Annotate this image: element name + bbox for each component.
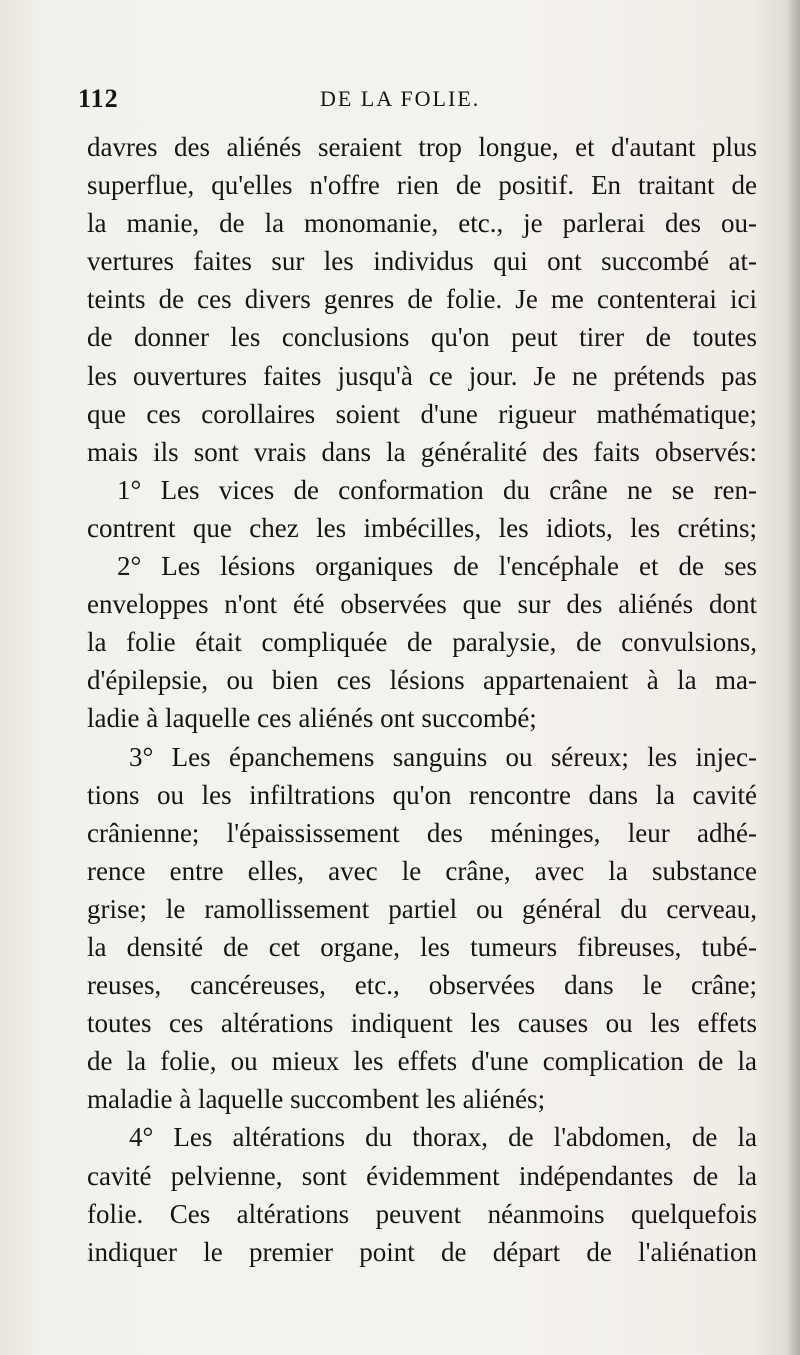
running-title: DE LA FOLIE. [320,86,481,111]
text-line: les ouvertures faites jusqu'à ce jour. Je ne prétends pas [87,360,757,391]
text-line: folie. Ces altérations peuvent néanmoins quelquefois [87,1198,757,1229]
text-line: teints de ces divers genres de folie. Je me contenterai ici [87,284,757,315]
text-line: crânienne; l'épaississement des méninges, leur adhé- [87,817,757,848]
text-line: tions ou les infiltrations qu'on rencontre dans la cavité [87,779,757,810]
page-edge-shadow [786,0,800,1355]
text-line: 1° Les vices de conformation du crâne ne se ren- [117,474,757,505]
text-line: de la folie, ou mieux les effets d'une complication de la [87,1046,757,1077]
text-line: cavité pelvienne, sont évidemment indépendantes de la [87,1160,757,1191]
text-line: ladie à laquelle ces aliénés ont succombé; [87,703,537,734]
text-line: contrent que chez les imbécilles, les idiots, les crétins; [87,512,757,543]
text-line: la manie, de la monomanie, etc., je parlerai des ou- [87,208,757,239]
text-line: grise; le ramollissement partiel ou général du cerveau, [87,893,757,924]
text-line: d'épilepsie, ou bien ces lésions appartenaient à la ma- [87,665,757,696]
text-line: indiquer le premier point de départ de l'aliénation [87,1236,757,1267]
text-line: reuses, cancéreuses, etc., observées dans le crâne; [87,970,757,1001]
text-line: davres des aliénés seraient trop longue, et d'autant plus [87,132,757,162]
text-line: que ces corollaires soient d'une rigueur mathématique; [87,398,757,429]
text-line: superflue, qu'elles n'offre rien de positif. En traitant de [87,170,757,201]
page-number: 112 [78,84,119,113]
text-line: rence entre elles, avec le crâne, avec la substance [87,855,757,886]
body-text [87,128,757,1271]
text-line: maladie à laquelle succombent les aliénés; [87,1084,546,1115]
text-line: vertures faites sur les individus qui ont succombé at- [87,246,757,277]
text-line: 3° Les épanchemens sanguins ou séreux; les injec- [129,741,757,772]
running-head [78,84,758,120]
text-line: toutes ces altérations indiquent les causes ou les effets [87,1008,757,1039]
text-line: 4° Les altérations du thorax, de l'abdomen, de la [129,1122,757,1153]
text-line: de donner les conclusions qu'on peut tirer de toutes [87,322,757,353]
text-line: la folie était compliquée de paralysie, de convulsions, [87,627,757,658]
text-line: 2° Les lésions organiques de l'encéphale et de ses [117,551,757,582]
text-line: enveloppes n'ont été observées que sur des aliénés dont [87,589,757,620]
text-line: mais ils sont vrais dans la généralité des faits observés: [87,436,757,467]
text-line: la densité de cet organe, les tumeurs fibreuses, tubé- [87,931,757,962]
